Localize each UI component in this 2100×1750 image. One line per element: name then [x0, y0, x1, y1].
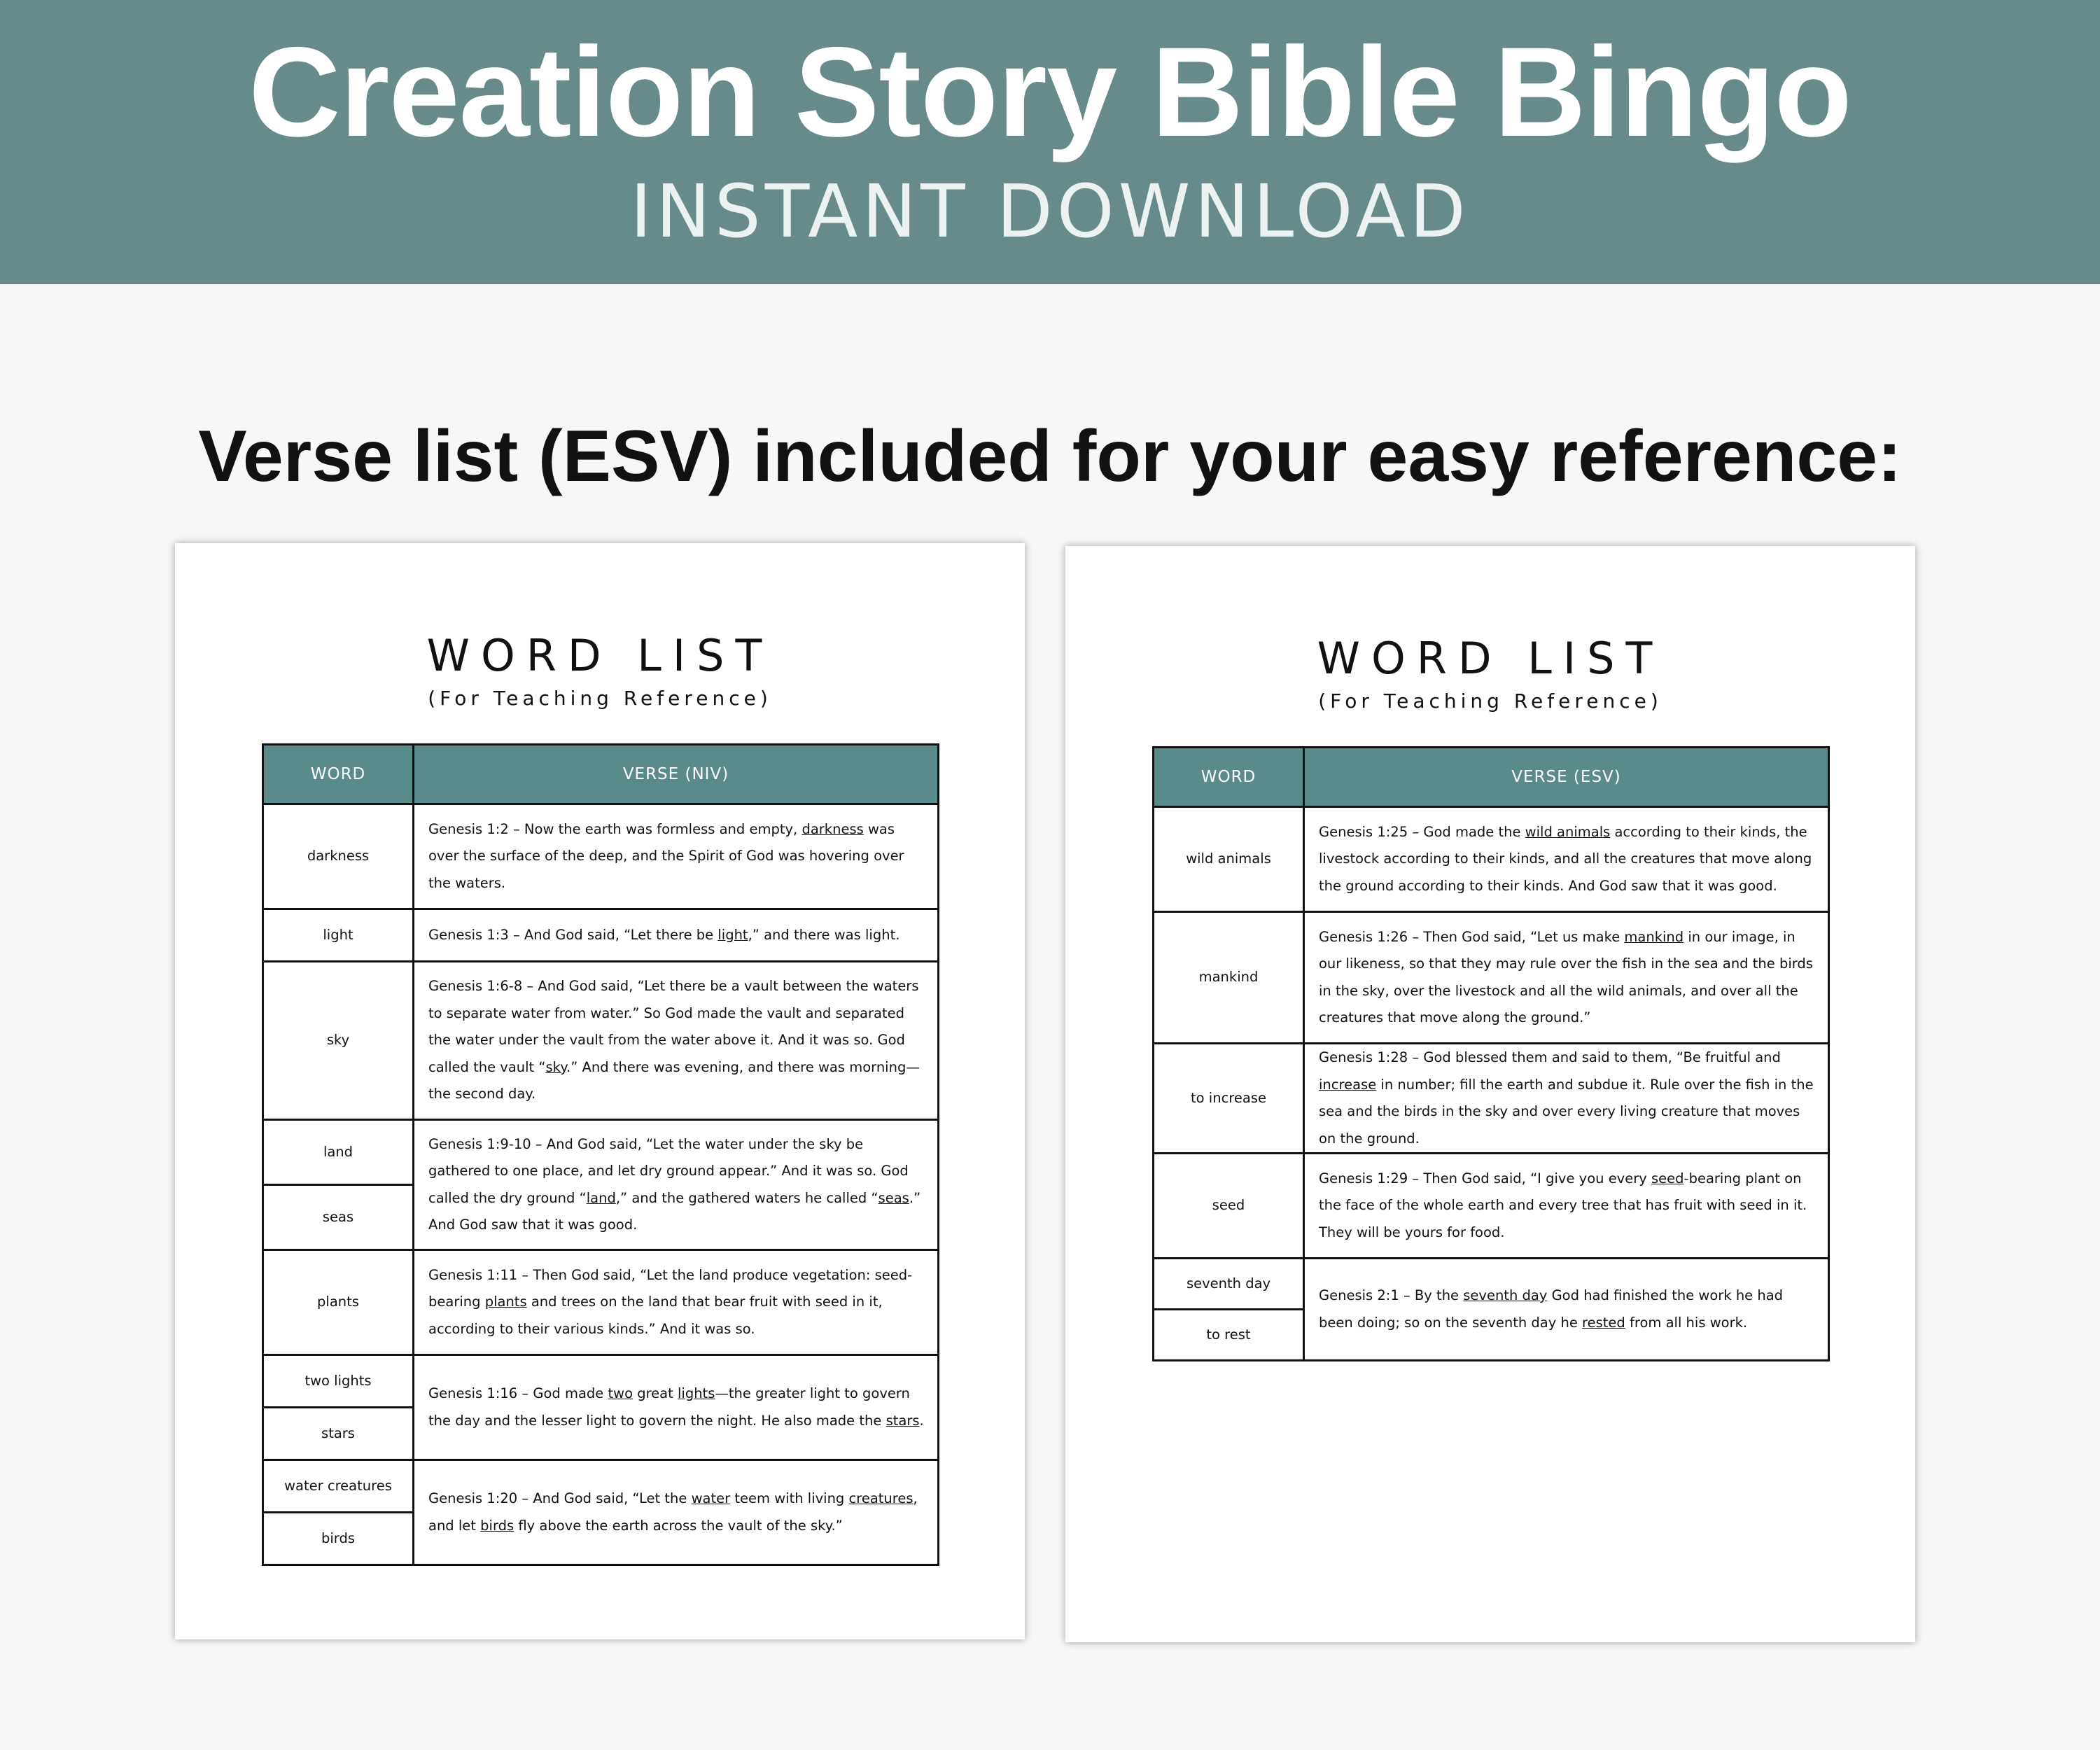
verse-text: God had finished the work he had been doing; so on the seventh day he	[1319, 1287, 1784, 1331]
word-cell: sky	[263, 962, 414, 1120]
word-cell: to rest	[1154, 1310, 1304, 1361]
verse-text: Genesis 1:16 – God made	[428, 1385, 608, 1401]
word-list-page-niv	[175, 543, 1025, 1639]
word-list-body	[1154, 807, 1829, 1361]
page-title: WORD LIST	[1317, 633, 1664, 684]
table-row	[263, 1250, 939, 1355]
page-title: WORD LIST	[426, 630, 774, 681]
headline: Verse list (ESV) included for your easy reference:	[198, 416, 1902, 497]
word-list-table	[1152, 746, 1830, 1362]
highlighted-word: mankind	[1624, 928, 1684, 945]
verse-text: Genesis 1:3 – And God said, “Let there be	[428, 926, 718, 943]
highlighted-word: rested	[1582, 1314, 1625, 1331]
verse-cell	[414, 962, 939, 1120]
title-banner	[0, 0, 2100, 284]
verse-text: in number; fill the earth and subdue it. Rule over the fish in the sea and the birds in the sky and over every living creature that moves on the ground.	[1319, 1076, 1814, 1147]
verse-text: according to their kinds, the livestock according to their kinds, and all the creatures that move along the ground according to their kinds. And God saw that it was good.	[1319, 823, 1812, 894]
verse-text: Genesis 1:25 – God made the	[1319, 823, 1525, 840]
table-header-row	[263, 745, 939, 804]
highlighted-word: darkness	[802, 820, 864, 837]
verse-text: Genesis 1:28 – God blessed them and said to them, “Be fruitful and	[1319, 1049, 1781, 1065]
highlighted-word: lights	[677, 1385, 715, 1401]
highlighted-word: plants	[484, 1294, 527, 1310]
word-list-table	[262, 743, 939, 1566]
verse-text: was over the surface of the deep, and the Spirit of God was hovering over the waters.	[428, 820, 904, 891]
word-cell: wild animals	[1154, 807, 1304, 912]
verse-cell	[414, 1250, 939, 1355]
table-row	[1154, 1259, 1829, 1310]
verse-text: Genesis 1:26 – Then God said, “Let us make	[1319, 928, 1625, 945]
highlighted-word: birds	[480, 1517, 514, 1534]
highlighted-word: two	[608, 1385, 634, 1401]
highlighted-word: water	[691, 1490, 731, 1506]
verse-cell	[414, 804, 939, 909]
highlighted-word: seas	[878, 1189, 909, 1206]
verse-cell	[1304, 1154, 1829, 1259]
verse-text: .” And God saw that it was good.	[428, 1189, 921, 1233]
table-row	[1154, 912, 1829, 1044]
word-cell: to increase	[1154, 1044, 1304, 1154]
word-list-page-esv	[1065, 546, 1915, 1642]
highlighted-word: light	[718, 926, 748, 943]
verse-text: Genesis 1:29 – Then God said, “I give you every	[1319, 1170, 1651, 1186]
word-cell: water creatures	[263, 1460, 414, 1513]
verse-text: -bearing plant on the face of the whole earth and every tree that has fruit with seed in it. They will be yours for food.	[1319, 1170, 1807, 1240]
verse-text: fly above the earth across the vault of the sky.”	[514, 1517, 843, 1534]
verse-cell	[414, 1355, 939, 1460]
word-column-header: WORD	[263, 745, 414, 804]
verse-text: .	[919, 1412, 924, 1429]
verse-text: Genesis 1:6-8 – And God said, “Let there be a vault between the waters to separate water from water.” So God made the vault and separated the water under the vault from the water above it. And it was so. God called the vault “	[428, 978, 919, 1075]
verse-text: in our image, in our likeness, so that they may rule over the fish in the sea and the birds in the sky, over the livestock and all the wild animals, and over all the creatures that move along the ground.”	[1319, 928, 1813, 1026]
highlighted-word: increase	[1319, 1076, 1377, 1093]
verse-text: Genesis 1:11 – Then God said, “Let the land produce vegetation: seed-bearing	[428, 1266, 913, 1310]
word-cell: land	[263, 1120, 414, 1185]
table-row	[263, 909, 939, 962]
highlighted-word: stars	[886, 1412, 920, 1429]
verse-cell	[414, 1120, 939, 1250]
verse-text: teem with living	[730, 1490, 849, 1506]
verse-cell	[414, 909, 939, 962]
word-list-body	[263, 804, 939, 1565]
verse-cell	[1304, 1044, 1829, 1154]
verse-text: from all his work.	[1625, 1314, 1748, 1331]
word-cell: plants	[263, 1250, 414, 1355]
page-subtitle: (For Teaching Reference)	[428, 687, 772, 710]
verse-text: .” And there was evening, and there was morning—the second day.	[428, 1058, 920, 1102]
verse-cell	[1304, 912, 1829, 1044]
verse-text: , and let	[428, 1490, 918, 1534]
table-row	[263, 962, 939, 1120]
word-cell: seventh day	[1154, 1259, 1304, 1310]
highlighted-word: seventh day	[1463, 1287, 1548, 1303]
word-cell: darkness	[263, 804, 414, 909]
banner-subtitle: INSTANT DOWNLOAD	[630, 169, 1470, 254]
table-row	[1154, 807, 1829, 912]
verse-text: ,” and the gathered waters he called “	[615, 1189, 878, 1206]
verse-column-header: VERSE (NIV)	[414, 745, 939, 804]
verse-column-header: VERSE (ESV)	[1304, 748, 1829, 807]
highlighted-word: wild animals	[1525, 823, 1611, 840]
highlighted-word: land	[586, 1189, 616, 1206]
page-subtitle: (For Teaching Reference)	[1318, 690, 1662, 713]
word-cell: seas	[263, 1185, 414, 1250]
table-row	[1154, 1044, 1829, 1154]
highlighted-word: seed	[1651, 1170, 1684, 1186]
highlighted-word: sky	[545, 1058, 567, 1075]
verse-text: Genesis 1:9-10 – And God said, “Let the water under the sky be gathered to one place, and let dry ground appear.” And it was so. God called the dry ground “	[428, 1135, 909, 1206]
word-cell: stars	[263, 1408, 414, 1460]
table-row	[263, 1120, 939, 1185]
verse-text: —the greater light to govern the day and the lesser light to govern the night. He also made the	[428, 1385, 910, 1429]
word-cell: birds	[263, 1513, 414, 1565]
verse-text: Genesis 1:20 – And God said, “Let the	[428, 1490, 692, 1506]
verse-text: Genesis 2:1 – By the	[1319, 1287, 1464, 1303]
word-cell: mankind	[1154, 912, 1304, 1044]
verse-cell	[1304, 807, 1829, 912]
verse-cell	[414, 1460, 939, 1565]
word-column-header: WORD	[1154, 748, 1304, 807]
verse-text: and trees on the land that bear fruit with seed in it, according to their various kinds.” And it was so.	[428, 1294, 883, 1337]
table-row	[263, 1460, 939, 1513]
word-cell: two lights	[263, 1355, 414, 1408]
banner-title: Creation Story Bible Bingo	[248, 20, 1851, 163]
word-cell: light	[263, 909, 414, 962]
verse-text: ,” and there was light.	[748, 926, 900, 943]
word-cell: seed	[1154, 1154, 1304, 1259]
table-row	[1154, 1154, 1829, 1259]
highlighted-word: creatures	[848, 1490, 913, 1506]
verse-text: great	[633, 1385, 678, 1401]
table-row	[263, 1355, 939, 1408]
verse-cell	[1304, 1259, 1829, 1361]
table-header-row	[1154, 748, 1829, 807]
verse-text: Genesis 1:2 – Now the earth was formless and empty,	[428, 820, 802, 837]
table-row	[263, 804, 939, 909]
